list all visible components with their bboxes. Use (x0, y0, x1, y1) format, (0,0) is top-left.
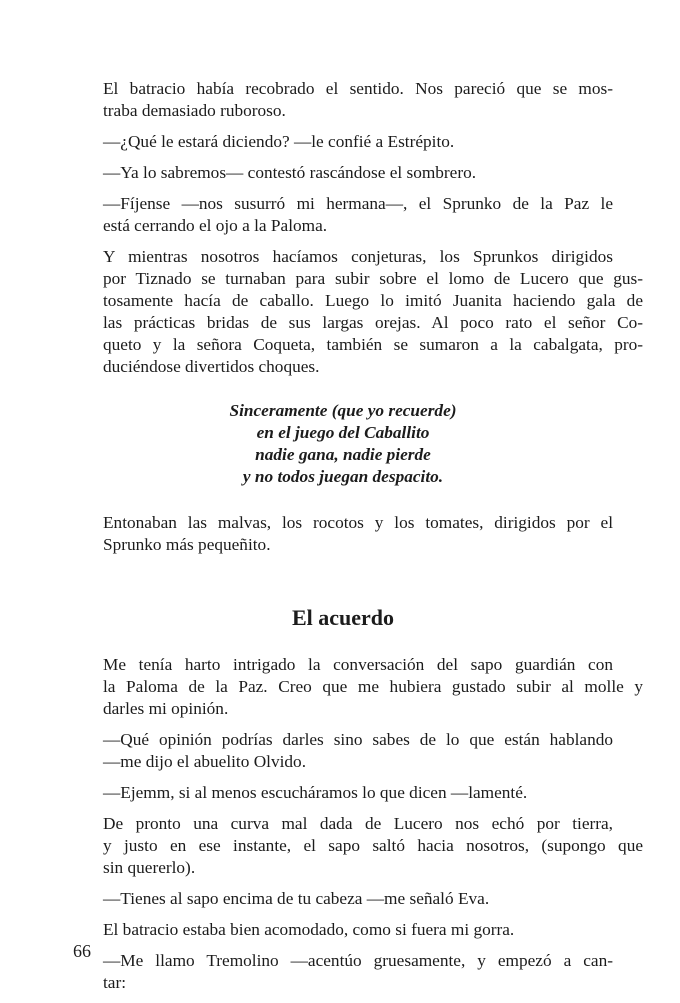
paragraph (73, 888, 613, 910)
text-line: —Fíjense —nos susurró mi hermana—, el Sprunko de la Paz le (103, 194, 613, 213)
paragraph (73, 919, 613, 941)
text-line: darles mi opinión. (103, 699, 229, 718)
verse-line: nadie gana, nadie pierde (255, 445, 431, 464)
verse-line: y no todos juegan despacito. (242, 467, 444, 486)
text-line: De pronto una curva mal dada de Lucero nos echó por tierra, (103, 814, 613, 833)
text-line: tar: (103, 973, 127, 992)
paragraph (73, 782, 613, 804)
page-number: 66 (73, 941, 91, 961)
text-line: —Me llamo Tremolino —acentúo gruesamente, y empezó a can- (103, 951, 613, 970)
text-line: Entonaban las malvas, los rocotos y los tomates, dirigidos por el (103, 513, 613, 532)
paragraph (73, 729, 613, 773)
paragraph (73, 131, 613, 153)
text-line: la Paloma de la Paz. Creo que me hubiera gustado subir al molle y (103, 677, 643, 696)
paragraph (73, 78, 613, 122)
text-line: —Ejemm, si al menos escucháramos lo que dicen —lamenté. (103, 783, 528, 802)
text-line: Y mientras nosotros hacíamos conjeturas, los Sprunkos dirigidos (103, 247, 613, 266)
section-before-verse (73, 78, 643, 378)
text-line: duciéndose divertidos choques. (103, 357, 320, 376)
text-line: El batracio estaba bien acomodado, como si fuera mi gorra. (103, 920, 515, 939)
verse-stanza (73, 400, 613, 488)
text-line: tosamente hacía de caballo. Luego lo imitó Juanita haciendo gala de (103, 291, 643, 310)
text-column (73, 78, 643, 1003)
paragraph (73, 512, 613, 556)
section-after-heading (73, 654, 643, 994)
text-line: —Ya lo sabremos— contestó rascándose el sombrero. (103, 163, 477, 182)
text-line: —Qué opinión podrías darles sino sabes de lo que están hablando (103, 730, 613, 749)
text-line: Sprunko más pequeñito. (103, 535, 271, 554)
text-line: sin quererlo). (103, 858, 196, 877)
text-line: está cerrando el ojo a la Paloma. (103, 216, 328, 235)
paragraph (73, 246, 643, 378)
text-line: traba demasiado ruboroso. (103, 101, 286, 120)
text-line: —Tienes al sapo encima de tu cabeza —me señaló Eva. (103, 889, 490, 908)
paragraph (73, 654, 643, 720)
paragraph (73, 813, 643, 879)
text-line: —me dijo el abuelito Olvido. (103, 752, 307, 771)
text-line: El batracio había recobrado el sentido. Nos pareció que se mos- (103, 79, 613, 98)
text-line: las prácticas bridas de sus largas orejas. Al poco rato el señor Co- (103, 313, 643, 332)
text-line: Me tenía harto intrigado la conversación del sapo guardián con (103, 655, 613, 674)
text-line: por Tiznado se turnaban para subir sobre el lomo de Lucero que gus- (103, 269, 643, 288)
text-line: —¿Qué le estará diciendo? —le confié a Estrépito. (103, 132, 455, 151)
verse-line: Sinceramente (que yo recuerde) (229, 401, 457, 420)
text-line: queto y la señora Coqueta, también se sumaron a la cabalgata, pro- (103, 335, 643, 354)
paragraph (73, 193, 613, 237)
text-line: y justo en ese instante, el sapo saltó hacia nosotros, (supongo que (103, 836, 643, 855)
paragraph (73, 950, 613, 994)
verse-line: en el juego del Caballito (256, 423, 430, 442)
paragraph (73, 162, 613, 184)
section-heading: El acuerdo (291, 605, 395, 630)
